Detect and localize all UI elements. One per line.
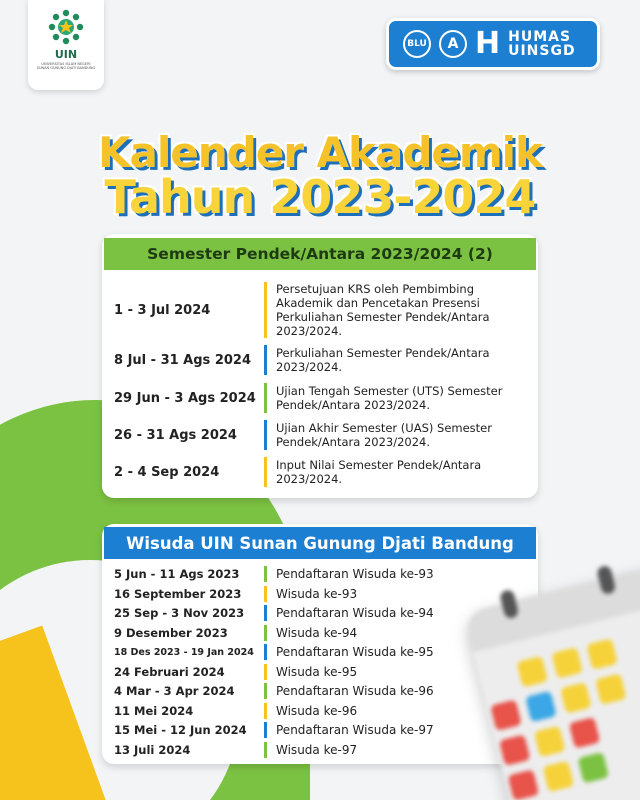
semester-row-description: Persetujuan KRS oleh Pembimbing Akademik dan Pencetakan Presensi Perkuliahan Semester Pendek/Antara 2023/2024.: [276, 282, 490, 338]
calendar-day-square: [516, 656, 548, 688]
wisuda-row-date: 15 Mei - 12 Jun 2024: [114, 723, 247, 737]
wisuda-row-description: Pendaftaran Wisuda ke-97: [276, 723, 434, 737]
wisuda-row-date: 5 Jun - 11 Ags 2023: [114, 567, 240, 581]
wisuda-row-description: Wisuda ke-93: [276, 586, 358, 601]
wisuda-row: [114, 663, 524, 681]
semester-pendek-heading: Semester Pendek/Antara 2023/2024 (2): [104, 238, 536, 270]
uin-logo-text: UIN: [54, 48, 78, 61]
calendar-day-square: [490, 699, 522, 731]
wisuda-row-accent: [264, 683, 267, 699]
wisuda-row-accent: [264, 664, 267, 680]
semester-row-accent: [264, 282, 267, 338]
semester-row: [114, 282, 524, 338]
blu-badge-icon: BLU: [403, 30, 431, 58]
wisuda-row-accent: [264, 703, 267, 719]
wisuda-row-description: Pendaftaran Wisuda ke-95: [276, 645, 434, 659]
wisuda-row-date: 9 Desember 2023: [114, 625, 228, 640]
calendar-day-square: [595, 673, 627, 705]
semester-row-accent: [264, 457, 267, 487]
humas-mark-icon: H: [475, 26, 501, 61]
semester-row-accent: [264, 383, 267, 413]
wisuda-row-description: Pendaftaran Wisuda ke-96: [276, 684, 434, 698]
wisuda-row: [114, 604, 524, 622]
calendar-day-square: [569, 717, 601, 749]
wisuda-row: [114, 682, 524, 700]
uin-logo-subtext: UNIVERSITAS ISLAM NEGERI SUNAN GUNUNG DJATI BANDUNG: [36, 62, 96, 71]
uin-logo-card: [28, 0, 104, 90]
calendar-day-square: [534, 726, 566, 758]
wisuda-row-accent: [264, 586, 267, 602]
wisuda-row-description: Wisuda ke-97: [276, 742, 358, 757]
humas-line1: HUMAS: [508, 29, 572, 45]
semester-row-date: 8 Jul - 31 Ags 2024: [114, 352, 251, 368]
page-title-line2: Tahun 2023-2024: [104, 170, 536, 224]
semester-row-description: Perkuliahan Semester Pendek/Antara 2023/2024.: [276, 346, 490, 374]
wisuda-row: [114, 741, 524, 759]
wisuda-row-accent: [264, 644, 267, 660]
wisuda-row-accent: [264, 605, 267, 621]
calendar-day-square: [578, 752, 610, 784]
semester-row: [114, 383, 524, 413]
wisuda-row: [114, 624, 524, 642]
wisuda-row-description: Wisuda ke-95: [276, 664, 358, 679]
wisuda-row-accent: [264, 742, 267, 758]
semester-row-description: Ujian Tengah Semester (UTS) Semester Pendek/Antara 2023/2024.: [276, 384, 503, 412]
semester-row-date: 29 Jun - 3 Ags 2024: [114, 390, 256, 406]
humas-wordmark: [508, 30, 576, 58]
humas-banner: [386, 18, 600, 70]
wisuda-row-date: 25 Sep - 3 Nov 2023: [114, 606, 245, 620]
semester-row: [114, 345, 524, 375]
semester-row-date: 1 - 3 Jul 2024: [114, 302, 211, 318]
wisuda-row-date: 11 Mei 2024: [114, 703, 194, 718]
wisuda-heading: Wisuda UIN Sunan Gunung Djati Bandung: [104, 527, 536, 559]
calendar-day-square: [525, 691, 557, 723]
semester-row-date: 26 - 31 Ags 2024: [114, 427, 237, 443]
uin-emblem-icon: [47, 8, 85, 46]
semester-row-date: 2 - 4 Sep 2024: [114, 464, 220, 480]
wisuda-row-date: 18 Des 2023 - 19 Jan 2024: [114, 646, 254, 658]
wisuda-row: [114, 585, 524, 603]
wisuda-row-date: 13 Juli 2024: [114, 742, 191, 757]
semester-row-accent: [264, 345, 267, 375]
wisuda-row-date: 16 September 2023: [114, 586, 242, 601]
calendar-day-square: [551, 647, 583, 679]
wisuda-row: [114, 565, 524, 583]
humas-line2: UINSGD: [508, 43, 576, 59]
wisuda-row-accent: [264, 566, 267, 582]
wisuda-row-description: Pendaftaran Wisuda ke-94: [276, 606, 434, 620]
wisuda-row-accent: [264, 722, 267, 738]
calendar-day-square: [560, 682, 592, 714]
accreditation-badge-icon: A: [439, 30, 467, 58]
wisuda-row-description: Pendaftaran Wisuda ke-93: [276, 567, 434, 581]
wisuda-row-description: Wisuda ke-94: [276, 625, 358, 640]
page-title-line1: Kalender Akademik: [98, 128, 542, 177]
wisuda-row: [114, 721, 524, 739]
semester-row-description: Ujian Akhir Semester (UAS) Semester Pendek/Antara 2023/2024.: [276, 421, 492, 449]
semester-row: [114, 420, 524, 450]
wisuda-row-date: 24 Februari 2024: [114, 664, 225, 679]
calendar-day-square: [508, 769, 540, 800]
wisuda-row: [114, 702, 524, 720]
calendar-day-square: [499, 734, 531, 766]
semester-row: [114, 457, 524, 487]
semester-row-description: Input Nilai Semester Pendek/Antara 2023/2024.: [276, 458, 482, 486]
wisuda-row: [114, 643, 524, 661]
calendar-day-square: [543, 761, 575, 793]
wisuda-row-description: Wisuda ke-96: [276, 703, 358, 718]
wisuda-row-accent: [264, 625, 267, 641]
wisuda-row-date: 4 Mar - 3 Apr 2024: [114, 684, 235, 698]
calendar-day-square: [586, 638, 618, 670]
semester-row-accent: [264, 420, 267, 450]
